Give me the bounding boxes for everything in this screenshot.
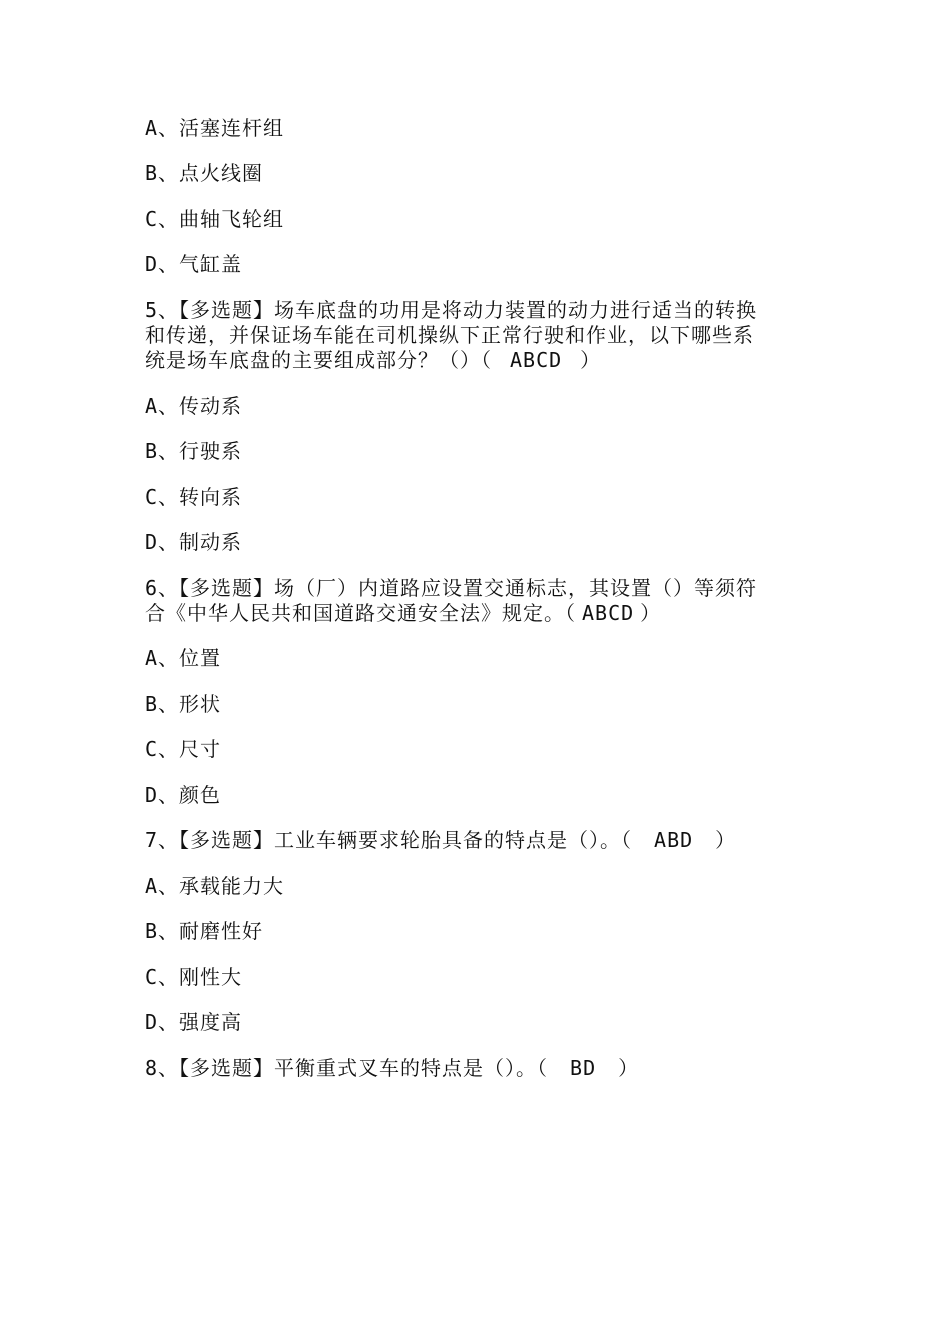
q7-option-b: B、耐磨性好 xyxy=(145,919,264,943)
q5-option-a: A、传动系 xyxy=(145,394,243,418)
q7-option-d: D、强度高 xyxy=(145,1010,243,1034)
q5-stem-end: 统是场车底盘的主要组成部分？（）（ xyxy=(145,348,492,372)
q4-option-d: D、气缸盖 xyxy=(145,252,243,276)
q7-close: ） xyxy=(715,828,737,852)
q7-option-a: A、承载能力大 xyxy=(145,874,285,898)
q5-text-line-3 xyxy=(145,348,810,372)
q6-stem-end: 合《中华人民共和国道路交通安全法》规定。（ xyxy=(145,601,576,625)
q4-option-c: C、曲轴飞轮组 xyxy=(145,207,285,231)
q5-answer: ABCD xyxy=(510,348,563,372)
q6-answer: ABCD xyxy=(582,601,635,625)
q8-text xyxy=(145,1056,810,1080)
q5-option-d: D、制动系 xyxy=(145,530,243,554)
q6-option-b: B、形状 xyxy=(145,692,222,716)
q5-option-c: C、转向系 xyxy=(145,485,243,509)
q7-answer: ABD xyxy=(654,828,694,852)
q6-option-c: C、尺寸 xyxy=(145,737,222,761)
q6-option-d: D、颜色 xyxy=(145,783,222,807)
q6-close: ） xyxy=(640,601,662,625)
q5-option-b: B、行驶系 xyxy=(145,439,243,463)
q5-text-line-1: 5、【多选题】场车底盘的功用是将动力装置的动力进行适当的转换 xyxy=(145,298,758,322)
q6-option-a: A、位置 xyxy=(145,646,222,670)
q5-text-line-2: 和传递，并保证场车能在司机操纵下正常行驶和作业，以下哪些系 xyxy=(145,323,754,347)
q6-text-line-1: 6、【多选题】场（厂）内道路应设置交通标志，其设置（）等须符 xyxy=(145,576,758,600)
q6-text-line-2 xyxy=(145,601,810,625)
q4-option-a: A、活塞连杆组 xyxy=(145,116,285,140)
q4-option-b: B、点火线圈 xyxy=(145,161,264,185)
q8-answer: BD xyxy=(570,1056,597,1080)
q8-stem: 8、【多选题】平衡重式叉车的特点是（）。（ xyxy=(145,1056,549,1080)
q7-text xyxy=(145,828,810,852)
q7-option-c: C、刚性大 xyxy=(145,965,243,989)
q5-close: ） xyxy=(580,348,602,372)
q7-stem: 7、【多选题】工业车辆要求轮胎具备的特点是（）。（ xyxy=(145,828,633,852)
q8-close: ） xyxy=(618,1056,640,1080)
